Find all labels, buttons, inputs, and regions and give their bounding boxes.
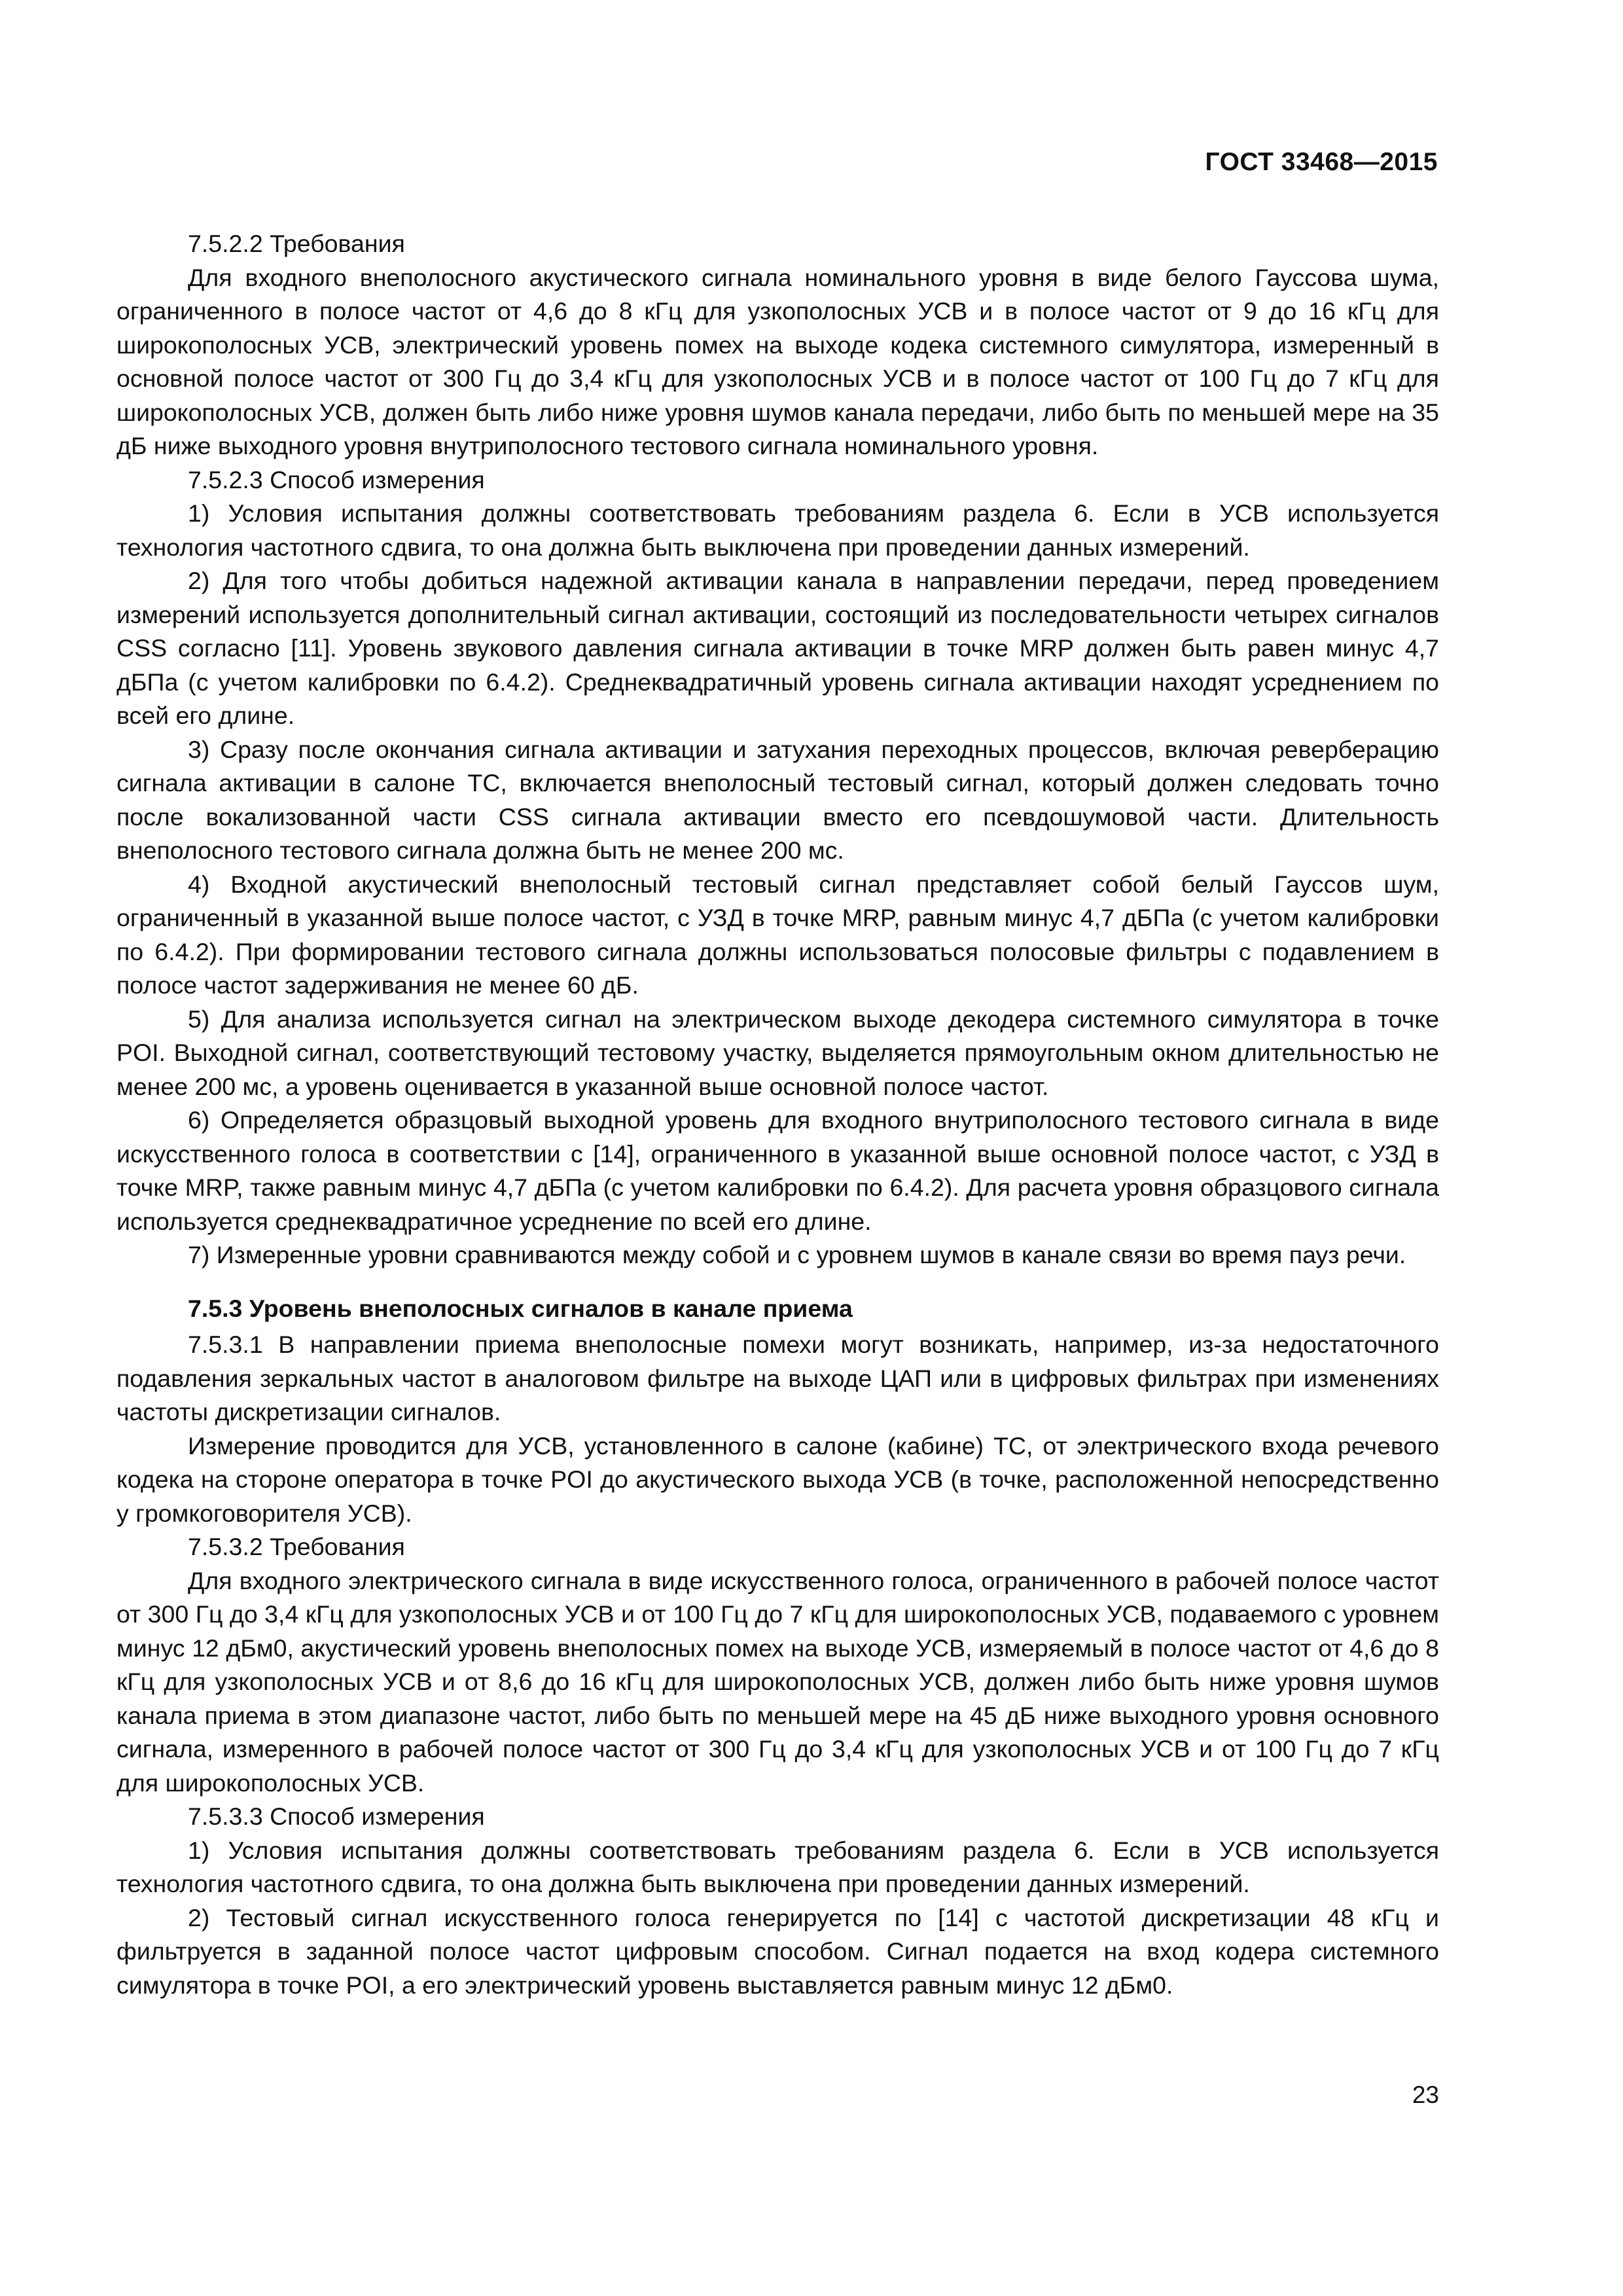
list-item: 3) Сразу после окончания сигнала активации и затухания переходных процессов, включая реверберацию сигнала активации в салоне ТС, включается внеполосный тестовый сигнал, который должен следовать точно после вокализованной части CSS сигнала активации вместо его псевдошумовой части. Длительность внеполосного тестового сигнала должна быть не менее 200 мс. <box>116 735 1439 864</box>
clause-heading: 7.5.2.2 Требования <box>188 230 405 257</box>
list-item: 7) Измеренные уровни сравниваются между собой и с уровнем шумов в канале связи во время пауз речи. <box>188 1241 1406 1268</box>
list-item: 6) Определяется образцовый выходной уровень для входного внутриполосного тестового сигнала в виде искусственного голоса в соответствии с [14], ограниченного в указанной выше основной полосе частот, с УЗД в точке MRP, также равным минус 4,7 дБПа (с учетом калибровки по 6.4.2). Для расчета уровня образцового сигнала используется среднеквадратичное усреднение по всей его длине. <box>116 1106 1439 1235</box>
clause-heading: 7.5.2.3 Способ измерения <box>188 465 485 493</box>
paragraph: Измерение проводится для УСВ, установленного в салоне (кабине) ТС, от электрического входа речевого кодека на стороне оператора в точке POI до акустического выхода УСВ (в точке, расположенной непосредственно у громкоговорителя УСВ). <box>116 1431 1439 1527</box>
list-item: 2) Для того чтобы добиться надежной активации канала в направлении передачи, перед проведением измерений используется дополнительный сигнал активации, состоящий из последовательности четырех сигналов CSS согласно [11]. Уровень звукового давления сигнала активации в точке MRP должен быть равен минус 4,7 дБПа (с учетом калибровки по 6.4.2). Среднеквадратичный уровень сигнала активации находят усреднением по всей его длине. <box>116 567 1439 729</box>
list-item: 2) Тестовый сигнал искусственного голоса генерируется по [14] с частотой дискретизации 48 кГц и фильтруется в заданной полосе частот цифровым способом. Сигнал подается на вход кодера системного симулятора в точке POI, а его электрический уровень выставляется равным минус 12 дБм0. <box>116 1903 1439 1999</box>
paragraph: Для входного электрического сигнала в виде искусственного голоса, ограниченного в рабочей полосе частот от 300 Гц до 3,4 кГц для узкополосных УСВ и от 100 Гц до 7 кГц для широкополосных УСВ, подаваемого с уровнем минус 12 дБм0, акустический уровень внеполосных помех на выходе УСВ, измеряемый в полосе частот от 4,6 до 8 кГц для узкополосных УСВ и от 8,6 до 16 кГц для широкополосных УСВ, должен либо быть ниже уровня шумов канала приема в этом диапазоне частот, либо быть по меньшей мере на 45 дБ ниже выходного уровня основного сигнала, измеренного в рабочей полосе частот от 300 Гц до 3,4 кГц для узкополосных УСВ и от 100 Гц до 7 кГц для широкополосных УСВ. <box>116 1566 1439 1797</box>
document-body <box>116 227 1439 2002</box>
clause-heading: 7.5.3.3 Способ измерения <box>188 1803 485 1830</box>
document-number: ГОСТ 33468—2015 <box>1205 148 1438 176</box>
paragraph: Для входного внеполосного акустического сигнала номинального уровня в виде белого Гауссова шума, ограниченного в полосе частот от 4,6 до 8 кГц для узкополосных УСВ и в полосе частот от 9 до 16 кГц для широкополосных УСВ, электрический уровень помех на выходе кодека системного симулятора, измеренный в основной полосе частот от 300 Гц до 3,4 кГц для узкополосных УСВ и в полосе частот от 100 Гц до 7 кГц для широкополосных УСВ, должен быть либо ниже уровня шумов канала передачи, либо быть по меньшей мере на 35 дБ ниже выходного уровня внутриполосного тестового сигнала номинального уровня. <box>116 263 1439 459</box>
list-item: 5) Для анализа используется сигнал на электрическом выходе декодера системного симулятора в точке POI. Выходной сигнал, соответствующий тестовому участку, выделяется прямоугольным окном длительностью не менее 200 мс, а уровень оценивается в указанной выше основной полосе частот. <box>116 1005 1439 1100</box>
list-item: 1) Условия испытания должны соответствовать требованиям раздела 6. Если в УСВ используется технология частотного сдвига, то она должна быть выключена при проведении данных измерений. <box>116 499 1439 561</box>
list-item: 4) Входной акустический внеполосный тестовый сигнал представляет собой белый Гауссов шум, ограниченный в указанной выше полосе частот, с УЗД в точке MRP, равным минус 4,7 дБПа (с учетом калибровки по 6.4.2). При формировании тестового сигнала должны использоваться полосовые фильтры с подавлением в полосе частот задерживания не менее 60 дБ. <box>116 870 1439 999</box>
clause-heading: 7.5.3.2 Требования <box>188 1533 405 1560</box>
page-number: 23 <box>1412 2081 1439 2108</box>
paragraph: 7.5.3.1 В направлении приема внеполосные помехи могут возникать, например, из-за недостаточного подавления зеркальных частот в аналоговом фильтре на выходе ЦАП или в цифровых фильтрах при изменениях частоты дискретизации сигналов. <box>116 1331 1439 1426</box>
section-heading: 7.5.3 Уровень внеполосных сигналов в канале приема <box>188 1294 853 1322</box>
list-item: 1) Условия испытания должны соответствовать требованиям раздела 6. Если в УСВ используется технология частотного сдвига, то она должна быть выключена при проведении данных измерений. <box>116 1836 1439 1897</box>
